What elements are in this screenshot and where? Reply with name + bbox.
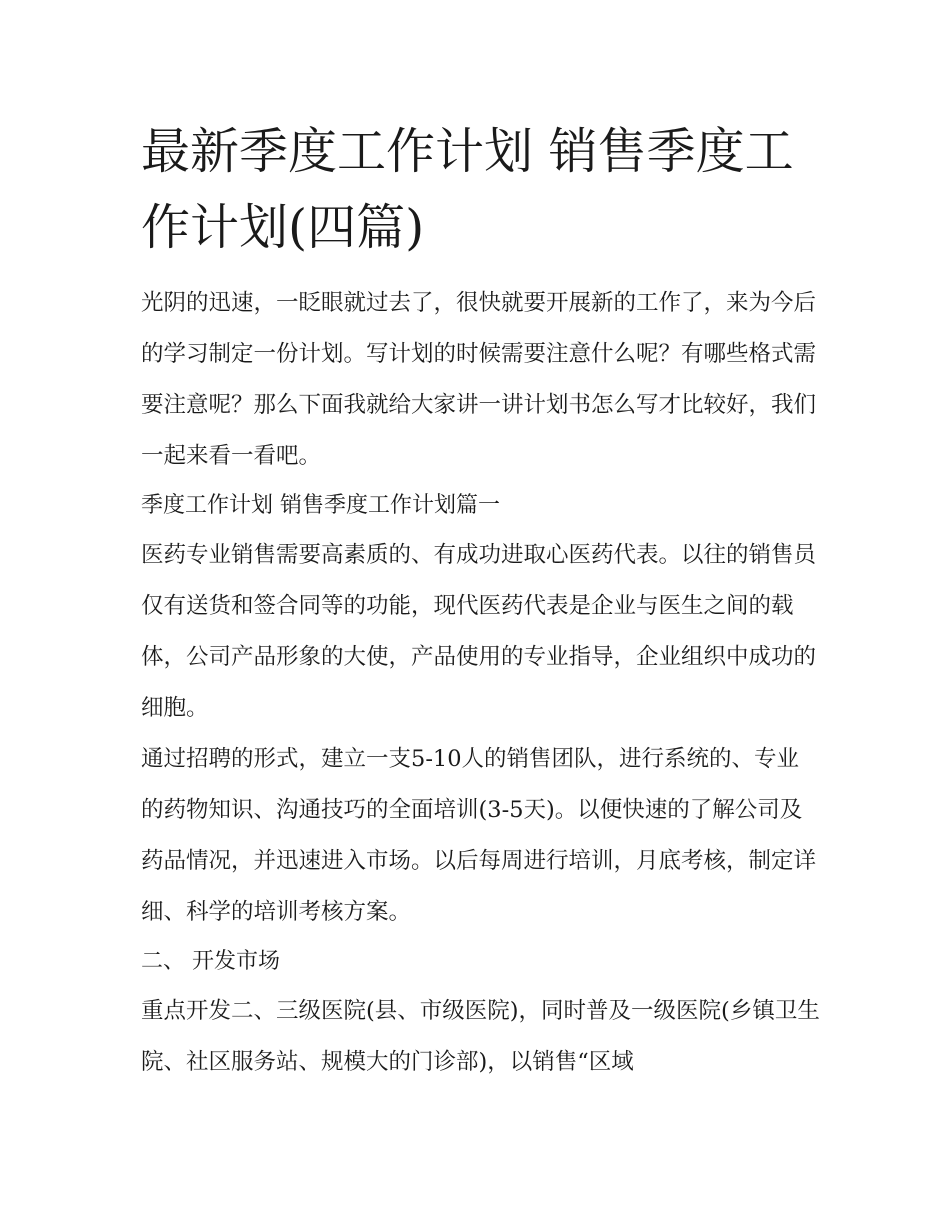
market-paragraph: 重点开发二、三级医院(县、市级医院)，同时普及一级医院(乡镇卫生院、社区服务站、规模大的门诊部)，以销售“区域	[141, 998, 820, 1075]
sales-rep-paragraph: 医药专业销售需要高素质的、有成功进取心医药代表。以往的销售员仅有送货和签合同等的功能，现代医药代表是企业与医生之间的载体，公司产品形象的大使，产品使用的专业指导，企业组织中成功的细胞。	[141, 542, 817, 721]
intro-paragraph: 光阴的迅速，一眨眼就过去了，很快就要开展新的工作了，来为今后的学习制定一份计划。写计划的时候需要注意什么呢？有哪些格式需要注意呢？那么下面我就给大家讲一讲计划书怎么写才比较好，我们一起来看一看吧。	[141, 290, 817, 469]
section-heading-develop-market: 二、 开发市场	[141, 949, 280, 974]
document-title: 最新季度工作计划 销售季度工作计划(四篇)	[141, 123, 794, 256]
document-body	[141, 114, 821, 1088]
section-heading-part-one: 季度工作计划 销售季度工作计划篇一	[141, 493, 500, 518]
training-paragraph: 通过招聘的形式，建立一支5-10人的销售团队，进行系统的、专业的药物知识、沟通技巧的全面培训(3-5天)。以便快速的了解公司及药品情况，并迅速进入市场。以后每周进行培训，月底考核，制定详细、科学的培训考核方案。	[141, 746, 817, 925]
